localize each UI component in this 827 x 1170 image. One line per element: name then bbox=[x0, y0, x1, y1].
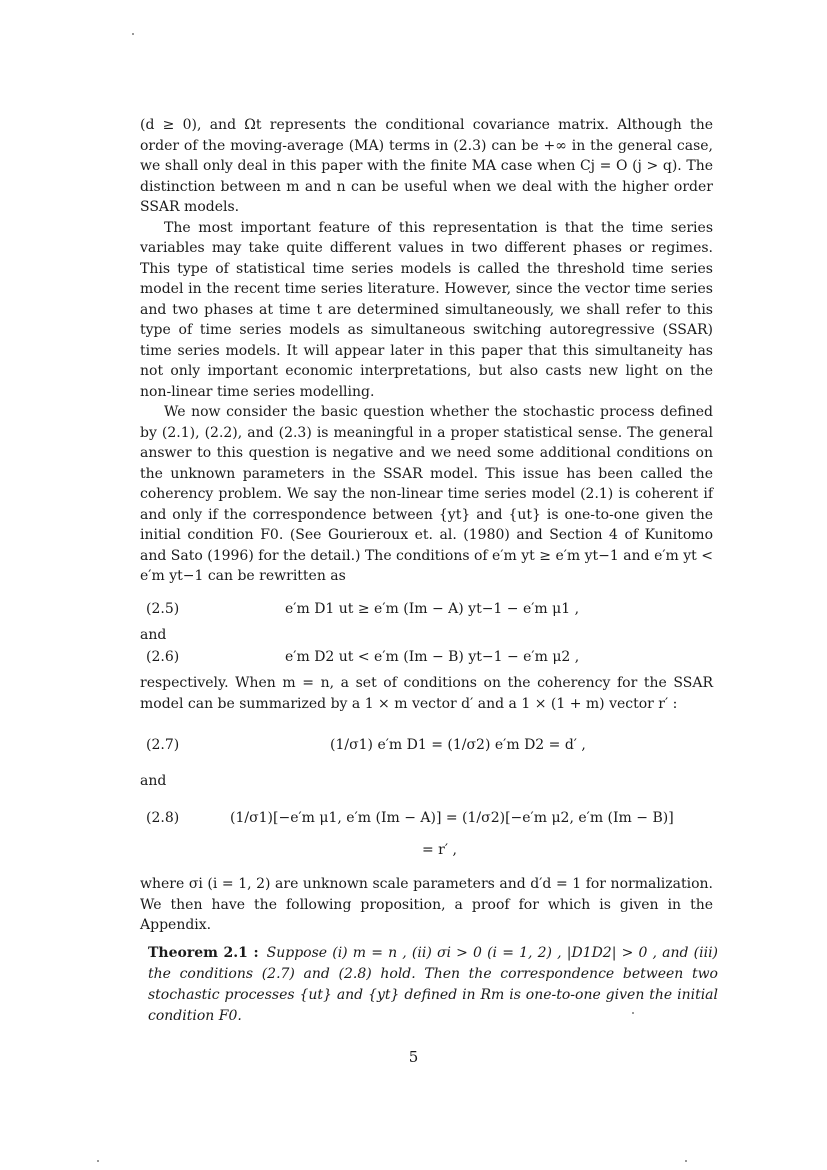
theorem-head: Theorem 2.1 : bbox=[148, 945, 259, 961]
equation-number: (2.7) bbox=[146, 737, 180, 753]
equation-body: e′m D1 ut ≥ e′m (Im − A) yt−1 − e′m μ1 , bbox=[285, 601, 580, 617]
paragraph-coherency: We now consider the basic question whether the stochastic process defined by (2.1), (2.2), and (2.3) is meaningful in a proper statistical sense. The general answer to this question is negative and we need some additional conditions on the unknown parameters in the SSAR model. This issue has been called the coherency problem. We say the non-linear time series model (2.1) is coherent if and only if the correspondence between {yt} and {ut} is one-to-one given the initial condition F0. (See Gourieroux et. al. (1980) and Section 4 of Kunitomo and Sato (1996) for the detail.) The conditions of e′m yt ≥ e′m yt−1 and e′m yt < e′m yt−1 can be rewritten as bbox=[140, 404, 713, 584]
equation-2-8 bbox=[140, 810, 713, 832]
body-text-top bbox=[140, 115, 713, 587]
equation-body: (1/σ1)[−e′m μ1, e′m (Im − A)] = (1/σ2)[−e′m μ2, e′m (Im − B)] bbox=[230, 810, 674, 826]
scan-speck bbox=[97, 1160, 99, 1162]
connector-and: and bbox=[140, 773, 167, 789]
scan-speck bbox=[632, 1012, 634, 1014]
equation-body: e′m D2 ut < e′m (Im − B) yt−1 − e′m μ2 , bbox=[285, 649, 580, 665]
connector-and: and bbox=[140, 627, 167, 643]
equation-2-6 bbox=[140, 649, 713, 671]
equation-number: (2.5) bbox=[146, 601, 180, 617]
equation-2-7 bbox=[140, 737, 713, 759]
equation-body: (1/σ1) e′m D1 = (1/σ2) e′m D2 = d′ , bbox=[330, 737, 586, 753]
body-text-where bbox=[140, 874, 713, 936]
equation-2-8-line-2 bbox=[140, 842, 713, 864]
theorem-body: Suppose (i) m = n , (ii) σi > 0 (i = 1, 2) , |D1D2| > 0 , and (iii) the conditions (2.7) and (2.8) hold. Then the correspondence between two stochastic processes {ut} and {yt} defined in Rm is one-to-one given the initial condition F0. bbox=[148, 945, 719, 1024]
scan-speck bbox=[685, 1160, 687, 1162]
page-number: 5 bbox=[408, 1048, 419, 1066]
theorem-2-1 bbox=[148, 943, 718, 1027]
paragraph-ssar-feature: The most important feature of this representation is that the time series variables may take quite different values in two different phases or regimes. This type of statistical time series models is called the threshold time series model in the recent time series literature. However, since the vector time series and two phases at time t are determined simultaneously, we shall refer to this type of time series models as simultaneous switching autoregressive (SSAR) time series models. It will appear later in this paper that this simultaneity has not only important economic interpretations, but also casts new light on the non-linear time series modelling. bbox=[140, 219, 713, 400]
scan-speck bbox=[132, 33, 134, 35]
equation-number: (2.6) bbox=[146, 649, 180, 665]
equation-body: = r′ , bbox=[422, 842, 457, 858]
paragraph-covariance: (d ≥ 0), and Ωt represents the conditional covariance matrix. Although the order of the moving-average (MA) terms in (2.3) can be +∞ in the general case, we shall only deal in this paper with the finite MA case when Cj = O (j > q). The distinction between m and n can be useful when we deal with the higher order SSAR models. bbox=[140, 117, 713, 215]
body-text-respectively bbox=[140, 673, 713, 714]
equation-number: (2.8) bbox=[146, 810, 180, 826]
paragraph-where: where σi (i = 1, 2) are unknown scale parameters and d′d = 1 for normalization. We then have the following proposition, a proof for which is given in the Appendix. bbox=[140, 876, 713, 933]
equation-2-5 bbox=[140, 601, 713, 623]
paragraph-respectively: respectively. When m = n, a set of conditions on the coherency for the SSAR model can be summarized by a 1 × m vector d′ and a 1 × (1 + m) vector r′ : bbox=[140, 675, 713, 712]
